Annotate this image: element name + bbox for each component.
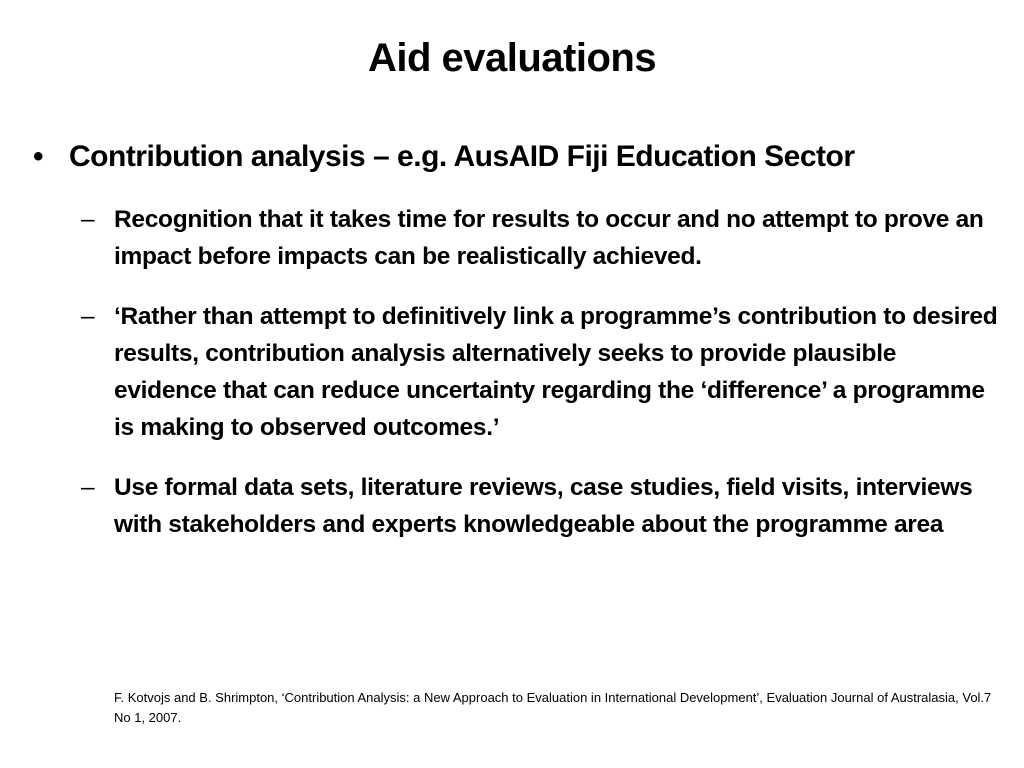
sub-bullet (81, 201, 1001, 275)
sub-bullet-list (81, 201, 1001, 566)
sub-bullet-text: Recognition that it takes time for results to occur and no attempt to prove an impact before impacts can be realistically achieved. (114, 206, 984, 270)
sub-bullet (81, 469, 1001, 543)
bullet-symbol: • (33, 140, 44, 173)
sub-bullet-text: ‘Rather than attempt to definitively link a programme’s contribution to desired results, contribution analysis alternatively seeks to provide plausible evidence that can reduce uncertainty regarding the ‘difference’ a programme is making to observed outcomes.’ (114, 303, 998, 441)
slide-title: Aid evaluations (367, 36, 657, 80)
sub-bullet-text: Use formal data sets, literature reviews, case studies, field visits, interviews with stakeholders and experts knowledgeable about the programme area (114, 474, 973, 538)
main-bullet-text: Contribution analysis – e.g. AusAID Fiji Education Sector (69, 140, 855, 173)
dash-symbol: – (81, 474, 95, 501)
dash-symbol: – (81, 206, 95, 233)
sub-bullet (81, 298, 1001, 446)
main-bullet (33, 137, 1008, 177)
dash-symbol: – (81, 303, 95, 330)
citation: F. Kotvojs and B. Shrimpton, ‘Contribution Analysis: a New Approach to Evaluation in International Development’, Evaluation Journal of Australasia, Vol.7 No 1, 2007. (114, 690, 992, 725)
